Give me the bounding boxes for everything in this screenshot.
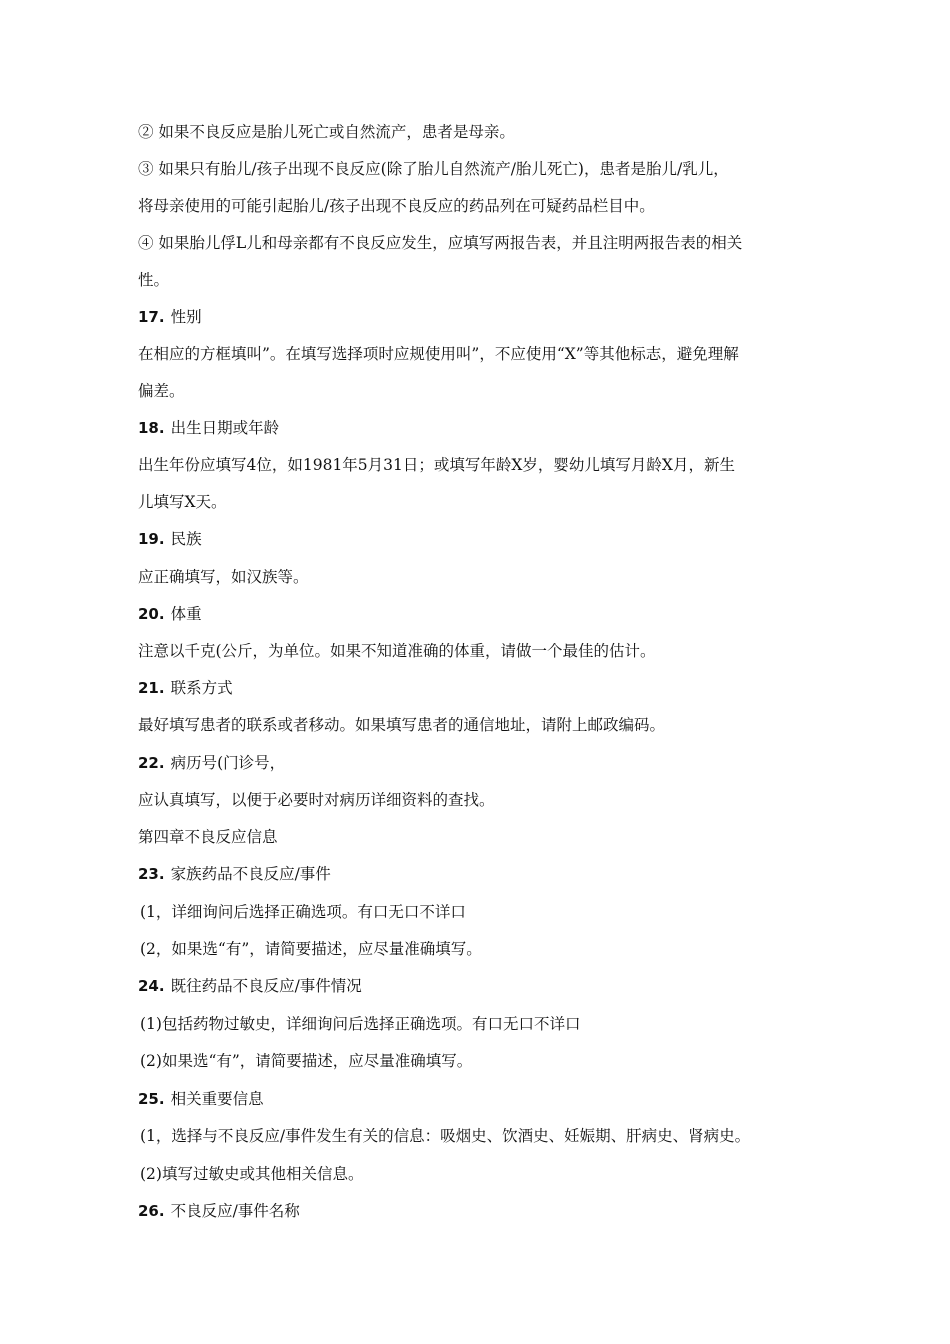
section-heading-21: [138, 677, 828, 699]
section-title: 民族: [170, 530, 202, 548]
section-number: 18.: [138, 419, 165, 437]
paragraph-line: 偏差。: [138, 382, 185, 400]
section-number: 17.: [138, 308, 165, 326]
section-heading-23: [138, 863, 828, 885]
section-heading-22: [138, 752, 828, 774]
section-number: 21.: [138, 679, 165, 697]
section-number: 25.: [138, 1090, 165, 1108]
section-number: 23.: [138, 865, 165, 883]
section-heading-19: [138, 528, 828, 550]
section-number: 26.: [138, 1202, 165, 1220]
paragraph-line: 最好填写患者的联系或者移动。如果填写患者的通信地址，请附上邮政编码。: [138, 716, 666, 734]
section-heading-20: [138, 603, 828, 625]
section-title: 相关重要信息: [170, 1090, 264, 1108]
chapter-title: 第四章不良反应信息: [138, 828, 278, 846]
section-heading-17: [138, 306, 828, 328]
paragraph-line: 注意以千克(公斤，为单位。如果不知道准确的体重，请做一个最佳的估计。: [138, 642, 656, 660]
paragraph-line: 应正确填写，如汉族等。: [138, 568, 309, 586]
section-number: 22.: [138, 754, 165, 772]
section-number: 20.: [138, 605, 165, 623]
paragraph-line: ④ 如果胎儿俘L儿和母亲都有不良反应发生，应填写两报告表，并且注明两报告表的相关: [138, 234, 743, 252]
section-title: 性别: [170, 308, 202, 326]
paragraph-line: 应认真填写，以便于必要时对病历详细资料的查找。: [138, 791, 495, 809]
section-heading-25: [138, 1088, 828, 1110]
section-title: 联系方式: [170, 679, 233, 697]
section-title: 家族药品不良反应/事件: [170, 865, 331, 883]
paragraph-line: (1)包括药物过敏史，详细询问后选择正确选项。有口无口不详口: [140, 1015, 581, 1033]
section-title: 病历号(门诊号，: [170, 754, 286, 772]
paragraph-line: ③ 如果只有胎儿/孩子出现不良反应(除了胎儿自然流产/胎儿死亡)，患者是胎儿/乳儿，: [138, 160, 729, 178]
section-title: 既往药品不良反应/事件情况: [170, 977, 362, 995]
section-heading-26: [138, 1200, 828, 1222]
paragraph-line: 儿填写X天。: [138, 493, 227, 511]
section-number: 19.: [138, 530, 165, 548]
section-heading-24: [138, 975, 828, 997]
paragraph-line: (2)如果选“有”，请简要描述，应尽量准确填写。: [140, 1052, 473, 1070]
paragraph-line: 将母亲使用的可能引起胎儿/孩子出现不良反应的药品列在可疑药品栏目中。: [138, 197, 655, 215]
paragraph-line: (1，选择与不良反应/事件发生有关的信息：吸烟史、饮酒史、妊娠期、肝病史、肾病史。: [140, 1127, 751, 1145]
section-title: 不良反应/事件名称: [170, 1202, 300, 1220]
paragraph-line: 性。: [138, 271, 170, 289]
paragraph-line: (1，详细询问后选择正确选项。有口无口不详口: [140, 903, 466, 921]
paragraph-line: (2，如果选“有”，请简要描述，应尽量准确填写。: [140, 940, 482, 958]
section-title: 体重: [170, 605, 202, 623]
paragraph-line: 出生年份应填写4位，如1981年5月31日；或填写年龄X岁，婴幼儿填写月龄X月，新生: [138, 456, 735, 474]
paragraph-line: ② 如果不良反应是胎儿死亡或自然流产，患者是母亲。: [138, 123, 515, 141]
section-title: 出生日期或年龄: [170, 419, 280, 437]
paragraph-line: 在相应的方框填叫”。在填写选择项时应规使用叫”，不应使用“X”等其他标志，避免理解: [138, 345, 739, 363]
paragraph-line: (2)填写过敏史或其他相关信息。: [140, 1165, 364, 1183]
section-number: 24.: [138, 977, 165, 995]
section-heading-18: [138, 417, 828, 439]
